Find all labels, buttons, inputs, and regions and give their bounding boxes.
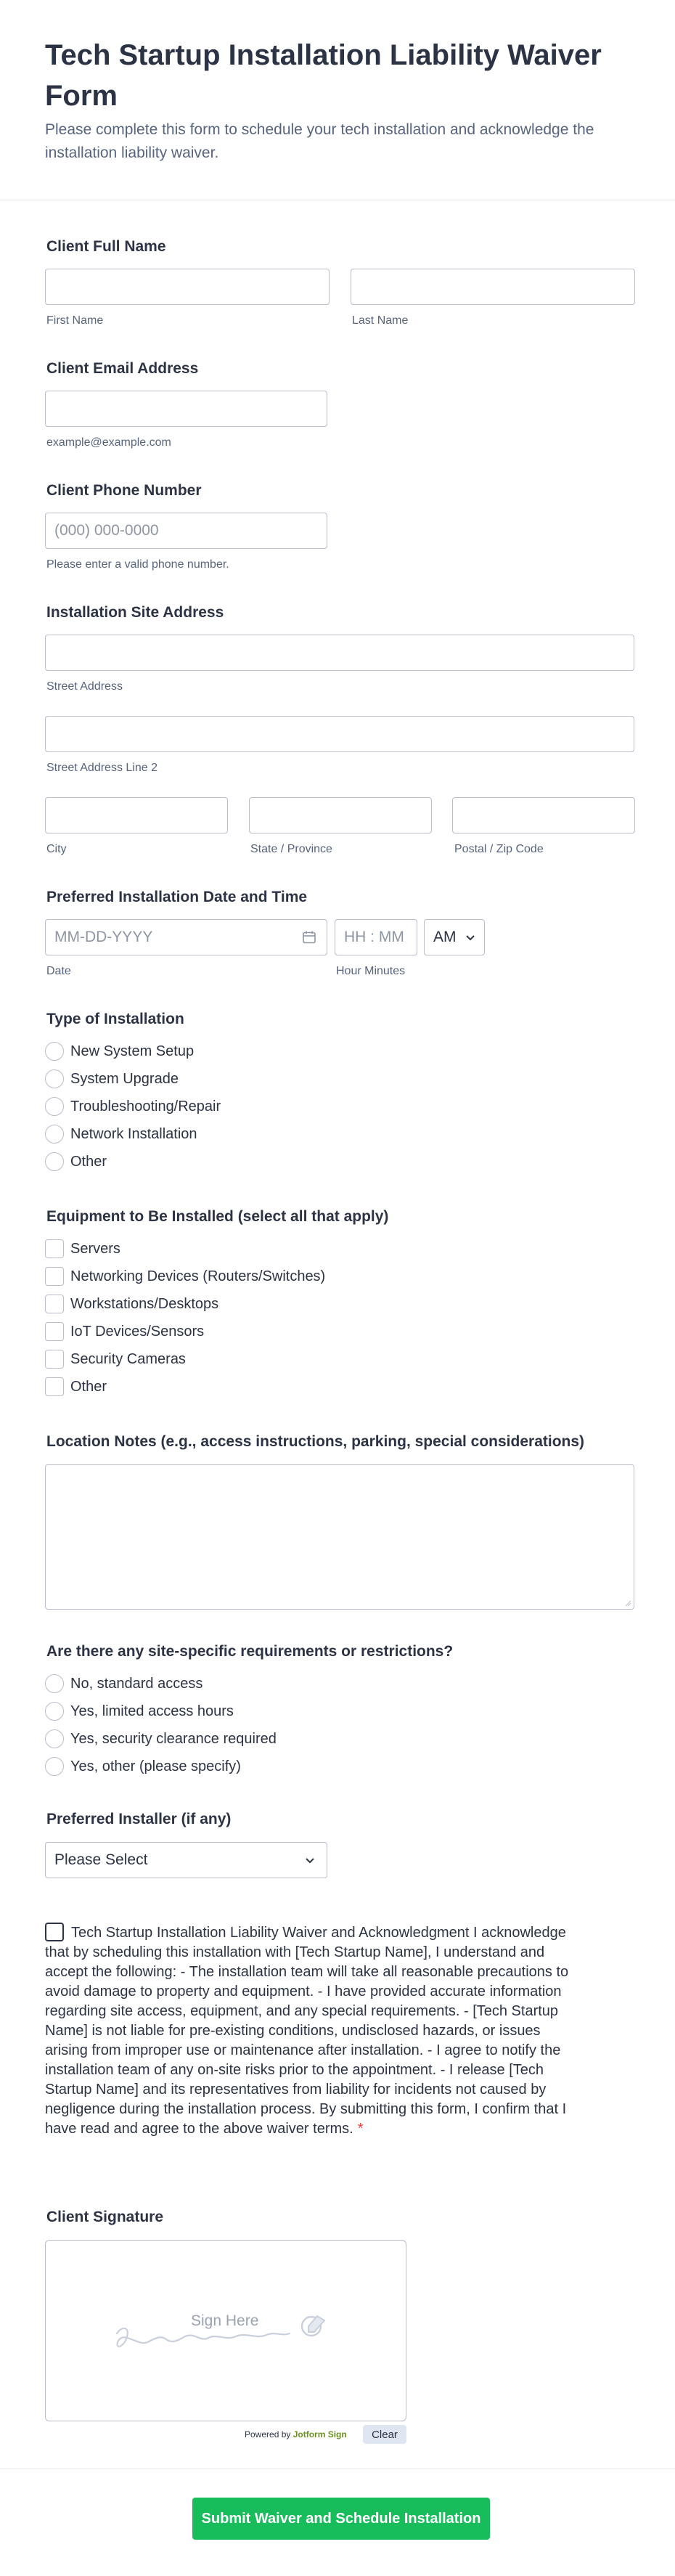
signature-placeholder: Sign Here [191,2312,259,2329]
city-input[interactable] [45,797,228,833]
option-label: Servers [70,1240,120,1257]
checkbox-option[interactable] [45,1294,218,1314]
email-input[interactable] [45,391,327,427]
radio-option[interactable] [45,1096,221,1117]
waiver-checkbox[interactable] [45,1923,64,1941]
state-sublabel: State / Province [250,843,332,855]
radio-button[interactable] [45,1757,64,1776]
checkbox[interactable] [45,1239,64,1258]
powered-by-jotform[interactable] [245,2429,347,2440]
full-name-label: Client Full Name [46,238,166,255]
last-name-input[interactable] [351,269,635,305]
signature-label: Client Signature [46,2209,164,2225]
checkbox-option[interactable] [45,1377,107,1397]
option-label: Security Cameras [70,1350,186,1367]
option-label: Yes, security clearance required [70,1730,277,1747]
calendar-icon[interactable] [302,930,316,945]
pen-icon [295,2310,329,2339]
radio-option[interactable] [45,1069,179,1089]
phone-input[interactable] [45,513,327,549]
option-label: IoT Devices/Sensors [70,1323,205,1340]
waiver-agreement [45,1923,582,2139]
radio-button[interactable] [45,1042,64,1061]
radio-option[interactable] [45,1152,107,1172]
radio-option[interactable] [45,1701,234,1721]
checkbox[interactable] [45,1350,64,1369]
powered-by-prefix: Powered by [245,2429,291,2440]
radio-button[interactable] [45,1069,64,1088]
option-label: System Upgrade [70,1070,179,1087]
powered-by-brand: Jotform Sign [292,2429,347,2440]
street-address-input[interactable] [45,635,634,671]
option-label: Troubleshooting/Repair [70,1098,221,1114]
option-label: New System Setup [70,1043,195,1059]
date-input[interactable] [45,919,327,955]
first-name-sublabel: First Name [46,314,104,327]
street-address-line2-sublabel: Street Address Line 2 [46,762,158,774]
datetime-label: Preferred Installation Date and Time [46,889,308,905]
radio-option[interactable] [45,1674,202,1694]
checkbox[interactable] [45,1267,64,1286]
chevron-down-icon [305,1855,315,1865]
clear-signature-button[interactable]: Clear [363,2425,406,2444]
street-address-sublabel: Street Address [46,680,123,693]
checkbox-option[interactable] [45,1239,120,1259]
time-input[interactable] [335,919,417,955]
zip-input[interactable] [452,797,635,833]
installer-select[interactable] [45,1842,327,1878]
time-placeholder: HH : MM [344,929,404,945]
submit-button[interactable]: Submit Waiver and Schedule Installation [192,2498,490,2540]
phone-sublabel: Please enter a valid phone number. [46,558,229,571]
equipment-label: Equipment to Be Installed (select all that apply) [46,1208,389,1225]
radio-button[interactable] [45,1674,64,1693]
option-label: Yes, other (please specify) [70,1758,241,1774]
phone-label: Client Phone Number [46,482,202,499]
checkbox-option[interactable] [45,1266,325,1287]
page-subtitle: Please complete this form to schedule your tech installation and acknowledge the installation liability waiver. [45,121,594,161]
option-label: Yes, limited access hours [70,1703,234,1719]
option-label: Other [70,1378,107,1395]
radio-option[interactable] [45,1124,197,1144]
first-name-input[interactable] [45,269,330,305]
radio-button[interactable] [45,1125,64,1144]
radio-option[interactable] [45,1041,194,1061]
resize-grip-icon[interactable] [624,1599,631,1607]
last-name-sublabel: Last Name [352,314,409,327]
notes-label: Location Notes (e.g., access instructions, parking, special considerations) [46,1433,585,1450]
radio-button[interactable] [45,1152,64,1171]
notes-textarea[interactable] [45,1464,634,1610]
email-label: Client Email Address [46,360,199,377]
street-address-line2-input[interactable] [45,716,634,752]
option-label: Workstations/Desktops [70,1295,219,1312]
checkbox-option[interactable] [45,1349,186,1369]
signature-pad[interactable] [45,2240,406,2421]
zip-sublabel: Postal / Zip Code [454,843,544,855]
radio-option[interactable] [45,1756,241,1777]
radio-button[interactable] [45,1702,64,1721]
email-sublabel: example@example.com [46,436,171,449]
signature-scribble-icon [46,2241,406,2421]
ampm-value: AM [433,929,457,945]
radio-button[interactable] [45,1097,64,1116]
chevron-down-icon [465,932,475,942]
radio-button[interactable] [45,1729,64,1748]
requirements-label: Are there any site-specific requirements or restrictions? [46,1643,454,1660]
page-title: Tech Startup Installation Liability Waiver Form [45,39,602,112]
option-label: Networking Devices (Routers/Switches) [70,1268,326,1284]
checkbox[interactable] [45,1322,64,1341]
checkbox[interactable] [45,1377,64,1396]
install-type-label: Type of Installation [46,1011,184,1027]
checkbox-option[interactable] [45,1321,204,1342]
option-label: No, standard access [70,1675,203,1692]
required-asterisk: * [357,2121,364,2137]
city-sublabel: City [46,843,67,855]
date-placeholder: MM-DD-YYYY [54,929,153,945]
time-sublabel: Hour Minutes [336,965,406,977]
option-label: Other [70,1153,107,1170]
state-input[interactable] [249,797,432,833]
date-sublabel: Date [46,965,71,977]
address-label: Installation Site Address [46,604,224,621]
form-header [0,0,675,200]
installer-label: Preferred Installer (if any) [46,1811,232,1827]
ampm-select[interactable] [424,919,485,955]
option-label: Network Installation [70,1125,197,1142]
checkbox[interactable] [45,1295,64,1313]
waiver-text: Tech Startup Installation Liability Waiver and Acknowledgment I acknowledge that by scheduling this installation with [Tech Startup Name], I understand and accept the following: - The installation team will take all reasonable precautions to avoid damage to property and equipment. - I have provided accurate information regarding site access, equipment, and any special requirements. - [Tech Startup Name] is not liable for pre-existing conditions, undisclosed hazards, or issues arising from improper use or maintenance after installation. - I agree to notify the installation team of any on-site risks prior to the appointment. - I release [Tech Startup Name] and its representatives from liability for incidents not caused by negligence during the installation process. By submitting this form, I confirm that I have read and agree to the above waiver terms. [45,1925,569,2137]
radio-option[interactable] [45,1729,277,1749]
installer-selected-value: Please Select [54,1851,148,1868]
